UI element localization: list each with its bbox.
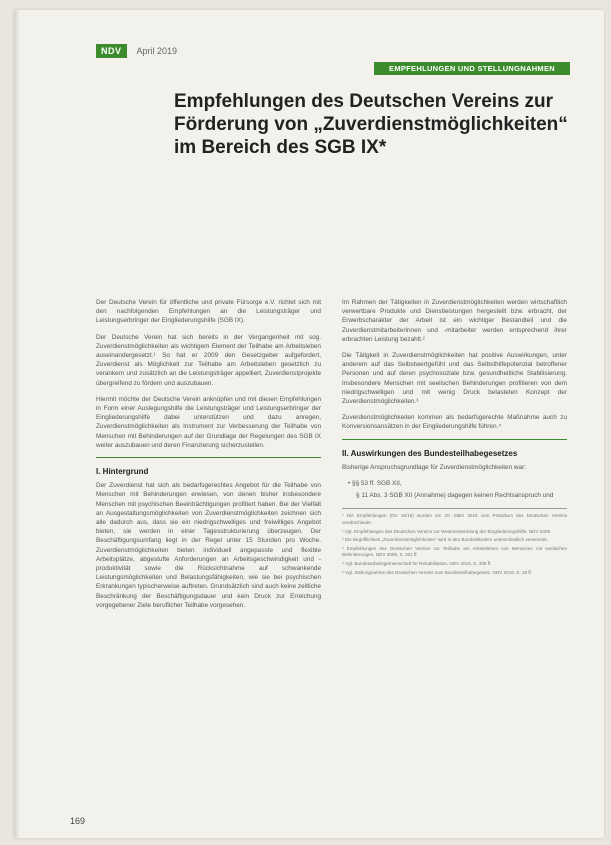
paragraph: Die Tätigkeit in Zuverdienstmöglichkeiten hat positive Auswirkungen, unter anderem auf das Selbstwertgefühl und das Selbsthilfepotenzial betroffener Personen und auf deren psychosoziale bzw. gesundheitliche Stabilisierung. Insbesondere Menschen mit seelischen Behinderungen profitieren von dem niedrigschwelligen und mit wenig Druck belasteten Konzept der Zuverdienstmöglichkeiten.³ <box>342 352 567 406</box>
footnote: ³ Empfehlungen des Deutschen Vereins zur Teilhabe am Arbeitsleben von Menschen mit seelischen Behinderungen, NDV 2009, S. 201 ff. <box>342 545 567 558</box>
paragraph: Der Deutsche Verein für öffentliche und private Fürsorge e.V. richtet sich mit den nachfolgenden Empfehlungen an die Leistungsträger und Leistungserbringer der Eingliederungshilfe (SGB IX). <box>96 299 321 325</box>
document-page <box>14 10 604 838</box>
page-title: Empfehlungen des Deutschen Vereins zur Förderung von „Zuverdienstmöglichkeiten“ im Bereich des SGB IX* <box>174 91 568 158</box>
heading-rule <box>342 439 567 440</box>
heading-rule <box>96 457 321 458</box>
issue-date: April 2019 <box>136 46 178 56</box>
page-number: 169 <box>70 816 86 826</box>
paragraph: Bisherige Anspruchsgrundlage für Zuverdienstmöglichkeiten war: <box>342 463 527 471</box>
left-column <box>96 298 321 617</box>
footnotes <box>342 508 567 576</box>
paragraph: Im Rahmen der Tätigkeiten in Zuverdienstmöglichkeiten werden wirtschaftlich verwertbare Produkte und Dienstleistungen hergestellt bzw. erbracht, der Erwerbscharakter der Arbeit ist ein wichtiger Bestandteil und die Zuverdienstmitarbeiterinnen und -mitarbeiter werden entsprechend ihrer erbrachten Leistung bezahlt.² <box>342 299 567 343</box>
journal-logo: NDV <box>96 44 127 58</box>
footnote: ² Die Begrifflichkeit „Zuverdienstmöglichkeiten“ wird in den Bundesländern unterschiedlich verwendet. <box>342 537 548 543</box>
paragraph: Hiermit möchte der Deutsche Verein anknüpfen und mit diesen Empfehlungen in Form einer Auslegungshilfe die Leistungsträger und Leistungserbringer der Eingliederungshilfe dabei unterstützen und dazu anregen, Zuverdienstmöglichkeiten als Instrument zur Verbesserung der Teilhabe von Menschen mit Behinderungen auf der Grundlage der Regelungen des SGB IX weiter auszubauen und deren Finanzierung sicherzustellen. <box>96 395 321 449</box>
list-item: • §§ 53 ff. SGB XII, <box>348 480 402 488</box>
right-column <box>342 298 567 578</box>
list-subitem: § 11 Abs. 3 SGB XII (Annahme) dagegen keinen Rechtsanspruch und <box>356 492 554 500</box>
section-label: EMPFEHLUNGEN UND STELLUNGNAHMEN <box>374 62 570 75</box>
footnote: * Die Empfehlungen (DV 16/18) wurden am 20. März 2019 vom Präsidium des Deutschen Vereins verabschiedet. <box>342 513 567 526</box>
section-heading: I. Hintergrund <box>96 467 149 477</box>
paragraph: Zuverdienstmöglichkeiten kommen als bedarfsgerechte Maßnahme auch zu Konversionsansätzen in der Eingliederungshilfe führen.⁴ <box>342 414 567 431</box>
footnote: ⁴ Vgl. Bundesarbeitsgemeinschaft für Rehabilitation, NDV 2018, S. 306 ff. <box>342 561 492 567</box>
paragraph: Der Zuverdienst hat sich als bedarfsgerechtes Angebot für die Teilhabe von Menschen mit Behinderungen erwiesen, von denen bisher insbesondere Menschen mit psychischen Beeinträchtigungen profitiert haben. Bei der Vielfalt an Ausgestaltungsmöglichkeiten von Zuverdienstmöglichkeiten zeichnen sich alle dadurch aus, dass sie ein niedrigschwelliges und freiwilliges Angebot bieten, sie werden in einer Tagesstrukturierung überzeugen. Der Beschäftigungsumfang liegt in der Regel unter 15 Stunden pro Woche. Zuverdienstmöglichkeiten bieten individuell angepasste und flexible Arbeitsplätze, abgestufte Anforderungen an Arbeitsgeschwindigkeit und -produktivität sowie die Rücksichtnahme auf schwankende Leistungsmöglichkeiten und Belastungsfähigkeiten, wie sie bei psychischen Erkrankungen typischerweise auftreten. Grundsätzlich sind auch keine zeitliche Beschränkung der Beschäftigungsdauer und kein Druck zur Erreichung vorgegebener Ziele beruflicher Teilhabe vorgesehen. <box>96 482 321 609</box>
paragraph: Der Deutsche Verein hat sich bereits in der Vergangenheit mit sog. Zuverdienstmöglichkeiten als wichtigem Element der Teilhabe am Arbeitsleben auseinandergesetzt.¹ So hat er 2009 den Gesetzgeber aufgefordert, Zuverdienst als Möglichkeit zur Teilhabe am Arbeitsleben gesetzlich zu verankern und zusätzlich an die Leistungsträger appelliert, Zuverdienstprojekte übergreifend zu fördern und auszubauen. <box>96 333 321 387</box>
page-fold-shadow <box>14 10 20 838</box>
masthead <box>96 44 177 58</box>
section-heading: II. Auswirkungen des Bundesteilhabegesetzes <box>342 448 518 458</box>
footnote: ⁵ Vgl. Stellungnahme des Deutschen Vereins zum Bundesteilhabegesetz, NDV 2016, S. 18 ff. <box>342 569 533 575</box>
footnote: ¹ Vgl. Empfehlungen des Deutschen Vereins zur Weiterentwicklung der Eingliederungshilfe, NDV 2009. <box>342 528 552 534</box>
